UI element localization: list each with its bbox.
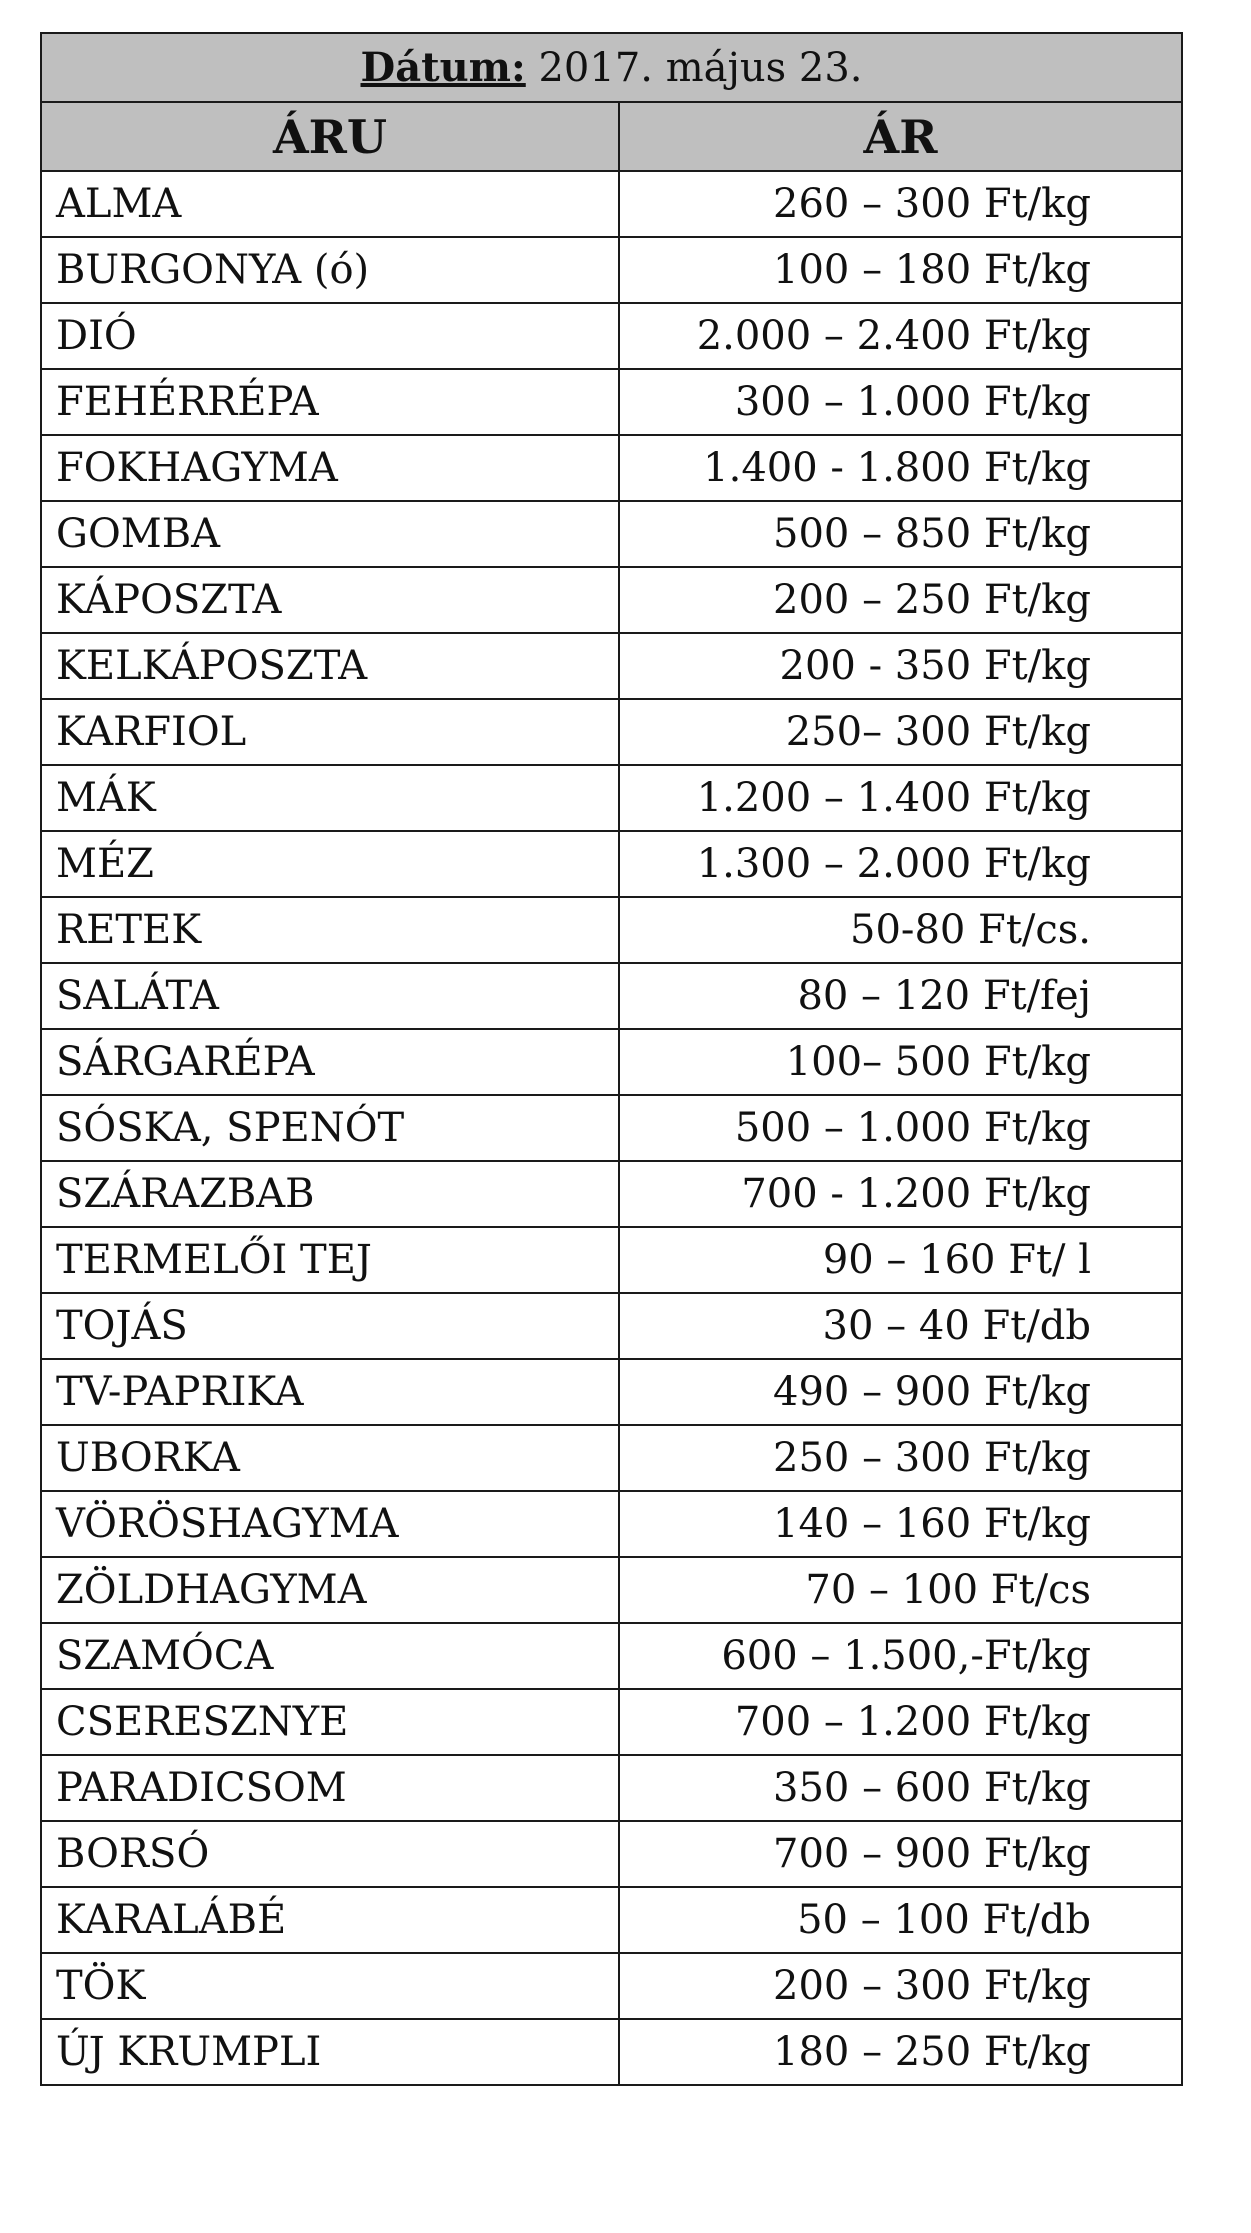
item-name-cell: MÉZ [41, 831, 619, 897]
item-name-cell: SALÁTA [41, 963, 619, 1029]
price-cell: 490 – 900 Ft/kg [619, 1359, 1182, 1425]
table-row [41, 303, 1182, 369]
table-row [41, 1491, 1182, 1557]
price-cell: 80 – 120 Ft/fej [619, 963, 1182, 1029]
price-cell: 30 – 40 Ft/db [619, 1293, 1182, 1359]
table-row [41, 897, 1182, 963]
table-row [41, 237, 1182, 303]
table-row [41, 633, 1182, 699]
price-cell: 1.200 – 1.400 Ft/kg [619, 765, 1182, 831]
item-name-cell: SÁRGARÉPA [41, 1029, 619, 1095]
price-cell: 100 – 180 Ft/kg [619, 237, 1182, 303]
price-cell: 200 – 300 Ft/kg [619, 1953, 1182, 2019]
table-row [41, 1821, 1182, 1887]
price-cell: 700 – 1.200 Ft/kg [619, 1689, 1182, 1755]
price-cell: 250 – 300 Ft/kg [619, 1425, 1182, 1491]
price-cell: 90 – 160 Ft/ l [619, 1227, 1182, 1293]
item-name-cell: ZÖLDHAGYMA [41, 1557, 619, 1623]
date-label: Dátum: [360, 44, 526, 91]
table-row [41, 1161, 1182, 1227]
price-cell: 250– 300 Ft/kg [619, 699, 1182, 765]
date-value: 2017. május 23. [538, 45, 863, 91]
date-cell [41, 33, 1182, 102]
price-cell: 1.400 - 1.800 Ft/kg [619, 435, 1182, 501]
item-name-cell: PARADICSOM [41, 1755, 619, 1821]
column-header-price: ÁR [619, 102, 1182, 171]
item-name-cell: ÚJ KRUMPLI [41, 2019, 619, 2085]
table-row [41, 1293, 1182, 1359]
item-name-cell: KÁPOSZTA [41, 567, 619, 633]
table-row [41, 1755, 1182, 1821]
item-name-cell: SZÁRAZBAB [41, 1161, 619, 1227]
table-row [41, 567, 1182, 633]
column-header-item: ÁRU [41, 102, 619, 171]
price-cell: 700 - 1.200 Ft/kg [619, 1161, 1182, 1227]
price-cell: 260 – 300 Ft/kg [619, 171, 1182, 237]
item-name-cell: VÖRÖSHAGYMA [41, 1491, 619, 1557]
item-name-cell: SÓSKA, SPENÓT [41, 1095, 619, 1161]
item-name-cell: TÖK [41, 1953, 619, 2019]
table-row [41, 1953, 1182, 2019]
item-name-cell: GOMBA [41, 501, 619, 567]
table-row [41, 435, 1182, 501]
price-cell: 700 – 900 Ft/kg [619, 1821, 1182, 1887]
price-cell: 50-80 Ft/cs. [619, 897, 1182, 963]
item-name-cell: MÁK [41, 765, 619, 831]
table-row [41, 699, 1182, 765]
table-row [41, 501, 1182, 567]
item-name-cell: FEHÉRRÉPA [41, 369, 619, 435]
price-cell: 200 – 250 Ft/kg [619, 567, 1182, 633]
table-row [41, 1227, 1182, 1293]
price-cell: 180 – 250 Ft/kg [619, 2019, 1182, 2085]
item-name-cell: CSERESZNYE [41, 1689, 619, 1755]
item-name-cell: FOKHAGYMA [41, 435, 619, 501]
table-row [41, 1623, 1182, 1689]
price-cell: 500 – 850 Ft/kg [619, 501, 1182, 567]
price-cell: 350 – 600 Ft/kg [619, 1755, 1182, 1821]
price-cell: 2.000 – 2.400 Ft/kg [619, 303, 1182, 369]
table-row [41, 2019, 1182, 2085]
table-row [41, 1359, 1182, 1425]
price-table [40, 32, 1183, 2086]
item-name-cell: TOJÁS [41, 1293, 619, 1359]
item-name-cell: KARALÁBÉ [41, 1887, 619, 1953]
table-row [41, 369, 1182, 435]
item-name-cell: ALMA [41, 171, 619, 237]
item-name-cell: BURGONYA (ó) [41, 237, 619, 303]
price-cell: 600 – 1.500,-Ft/kg [619, 1623, 1182, 1689]
price-cell: 100– 500 Ft/kg [619, 1029, 1182, 1095]
item-name-cell: DIÓ [41, 303, 619, 369]
table-row [41, 1557, 1182, 1623]
price-cell: 500 – 1.000 Ft/kg [619, 1095, 1182, 1161]
table-row [41, 1689, 1182, 1755]
price-cell: 140 – 160 Ft/kg [619, 1491, 1182, 1557]
column-header-row [41, 102, 1182, 171]
price-cell: 1.300 – 2.000 Ft/kg [619, 831, 1182, 897]
table-row [41, 963, 1182, 1029]
table-row [41, 1095, 1182, 1161]
date-row [41, 33, 1182, 102]
price-cell: 300 – 1.000 Ft/kg [619, 369, 1182, 435]
item-name-cell: TERMELŐI TEJ [41, 1227, 619, 1293]
table-row [41, 765, 1182, 831]
table-row [41, 171, 1182, 237]
price-cell: 70 – 100 Ft/cs [619, 1557, 1182, 1623]
item-name-cell: SZAMÓCA [41, 1623, 619, 1689]
table-row [41, 1425, 1182, 1491]
price-cell: 200 - 350 Ft/kg [619, 633, 1182, 699]
table-body [41, 171, 1182, 2085]
item-name-cell: KARFIOL [41, 699, 619, 765]
item-name-cell: RETEK [41, 897, 619, 963]
item-name-cell: UBORKA [41, 1425, 619, 1491]
item-name-cell: BORSÓ [41, 1821, 619, 1887]
item-name-cell: TV-PAPRIKA [41, 1359, 619, 1425]
table-row [41, 1029, 1182, 1095]
table-row [41, 831, 1182, 897]
item-name-cell: KELKÁPOSZTA [41, 633, 619, 699]
table-row [41, 1887, 1182, 1953]
price-cell: 50 – 100 Ft/db [619, 1887, 1182, 1953]
